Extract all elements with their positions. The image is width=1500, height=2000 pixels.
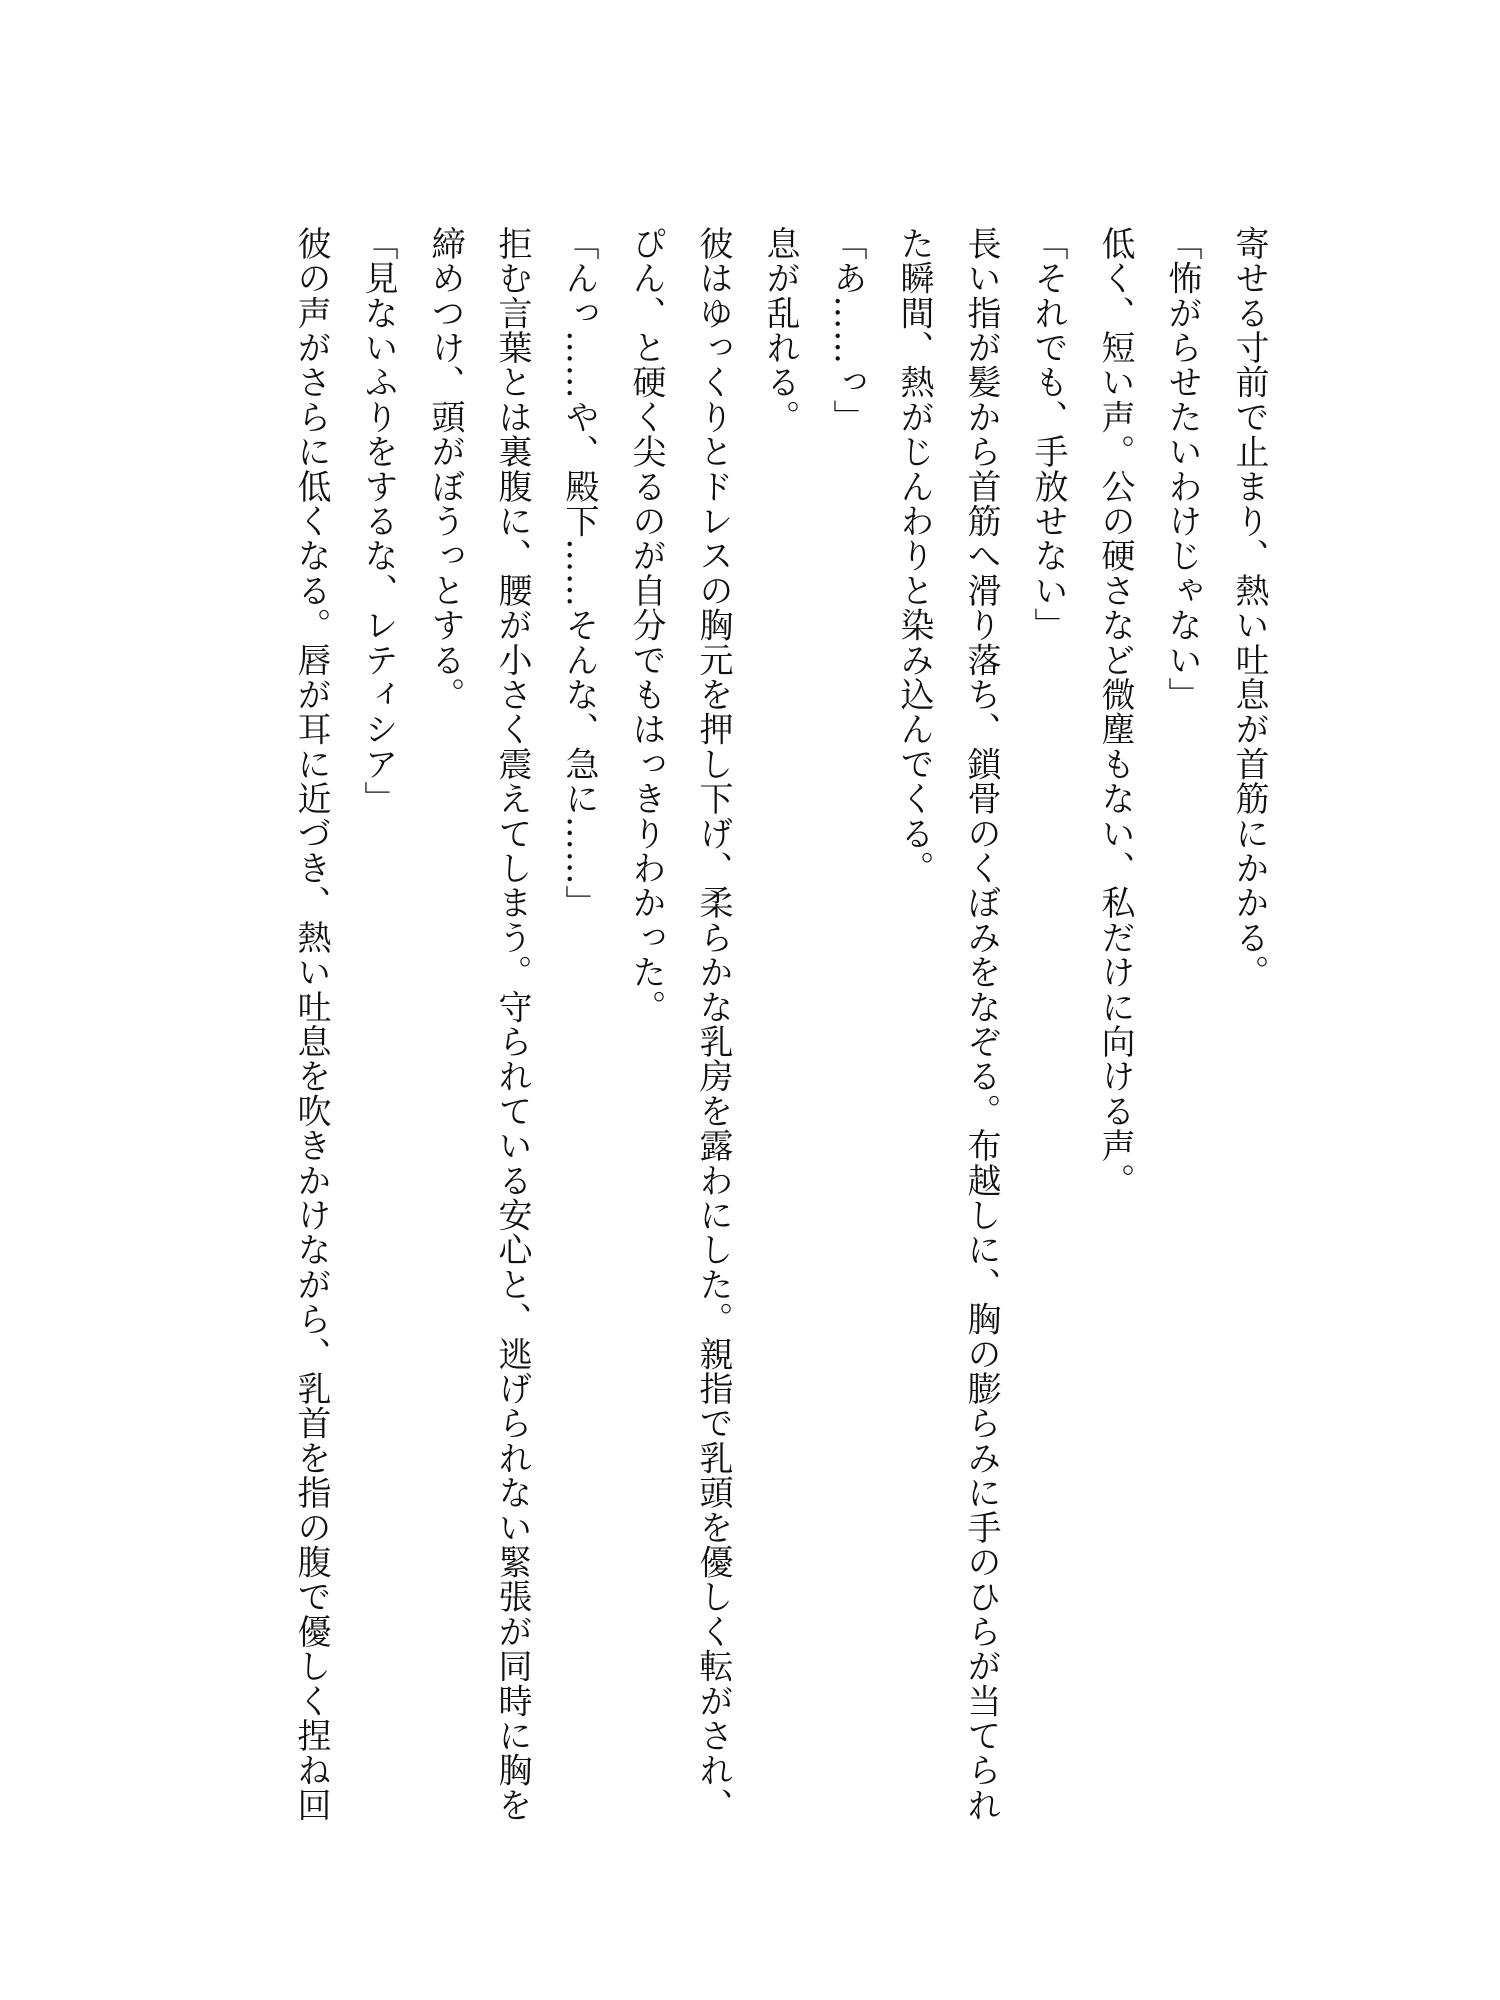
text-line: 彼の声がさらに低くなる。唇が耳に近づき、熱い吐息を吹きかけながら、乳首を指の腹で優しく捏ね回 — [291, 226, 331, 1823]
text-line: 「あ……っ」 — [827, 226, 867, 435]
text-line: た瞬間、熱がじんわりと染み込んでくる。 — [894, 226, 934, 886]
text-line: 「んっ……や、殿下……そんな、急に……」 — [559, 226, 599, 921]
text-line: 寄せる寸前で止まり、熱い吐息が首筋にかかる。 — [1229, 226, 1269, 990]
text-line: 「それでも、手放せない」 — [1028, 226, 1068, 643]
text-line: 「怖がらせたいわけじゃない」 — [1162, 226, 1202, 712]
text-line: 長い指が髪から首筋へ滑り落ち、鎖骨のくぼみをなぞる。布越しに、胸の膨らみに手のひらが当てられ — [961, 226, 1001, 1823]
text-line: ぴん、と硬く尖るのが自分でもはっきりわかった。 — [626, 226, 666, 1025]
text-line: 締めつけ、頭がぼうっとする。 — [425, 226, 465, 712]
text-line: 低く、短い声。公の硬さなど微塵もない、私だけに向ける声。 — [1095, 226, 1135, 1198]
vertical-text-body — [277, 226, 1282, 1823]
text-line: 彼はゆっくりとドレスの胸元を押し下げ、柔らかな乳房を露わにした。親指で乳頭を優しく転がされ、 — [693, 226, 733, 1823]
text-line: 息が乱れる。 — [760, 226, 800, 435]
text-line: 「見ないふりをするな、レティシア」 — [358, 226, 398, 816]
text-line: 拒む言葉とは裏腹に、腰が小さく震えてしまう。守られている安心と、逃げられない緊張が同時に胸を — [492, 226, 532, 1823]
